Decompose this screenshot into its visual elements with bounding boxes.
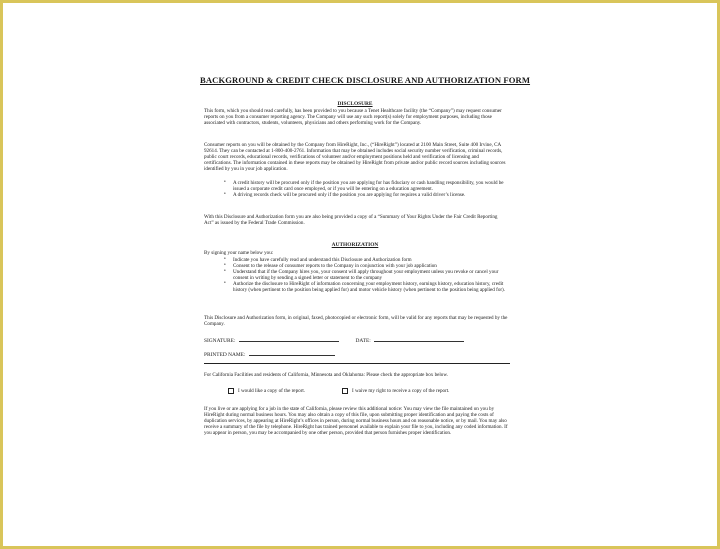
signature-field[interactable] bbox=[239, 336, 339, 342]
authorization-intro: By signing your name below you: bbox=[204, 250, 274, 256]
printed-name-row bbox=[204, 350, 335, 358]
waive-copy-checkbox[interactable] bbox=[342, 388, 348, 394]
authorization-bullet-consent: • Consent to the release of consumer reports to the Company in conjunction with your job application bbox=[224, 263, 508, 269]
document-page bbox=[200, 70, 531, 510]
authorization-bullet-list bbox=[224, 257, 508, 294]
printed-name-label: PRINTED NAME: bbox=[204, 352, 246, 358]
authorization-bullet-authorize: • Authorize the disclosure to HireRight of information concerning your employment history, earnings history, education history, credit history (when pertinent to the position being applied for) and motor vehicle history (when pertinent to the position being applied for). bbox=[224, 281, 508, 293]
authorization-heading: AUTHORIZATION bbox=[331, 242, 379, 248]
disclosure-paragraph-1: This form, which you should read carefully, has been provided to you because a Tenet Healthcare facility (the “Company”) may request consumer reports on you from a consumer reporting agency. The Company will use any such report(s) solely for employment purposes, including those associated with contractors, students, volunteers, physicians and others performing work for the Company. bbox=[204, 108, 502, 127]
signature-label: SIGNATURE: bbox=[204, 338, 236, 344]
request-copy-label: I would like a copy of the report. bbox=[238, 388, 306, 394]
frame-top-border bbox=[0, 0, 720, 3]
disclosure-bullet-driving: • A driving records check will be procured only if the position you are applying for requires a valid driver’s license. bbox=[224, 192, 508, 198]
copy-preference-row bbox=[228, 388, 508, 398]
authorization-bullet-read: • Indicate you have carefully read and understand this Disclosure and Authorization form bbox=[224, 257, 508, 263]
authorization-bullet-understand: • Understand that if the Company hires you, your consent will apply throughout your employment unless you revoke or cancel your consent in writing by sending a signed letter or statement to the company bbox=[224, 269, 508, 281]
california-intro: For California Facilities and residents of California, Minnesota and Oklahoma: Please check the appropriate box below. bbox=[204, 372, 448, 378]
frame-left-border bbox=[0, 0, 3, 549]
disclosure-paragraph-2: Consumer reports on you will be obtained by the Company from HireRight, Inc., (“HireRight”) located at 2100 Main Street, Suite 400 Irvine, CA 92614. They can be contacted at 1-800-400-2761. Information that may be obtained includes social security number verification, criminal records, public court records, educational records, verifications of volunteer and/or employment positions held and verification of licensing and certifications. The information contained in these reports may be obtained by HireRight from private and/or public record sources including sources identified by you in your job application. bbox=[204, 142, 506, 173]
california-notice: If you live or are applying for a job in the state of California, please review this additional notice: You may view the file maintained on you by HireRight during normal business hours. You may also obtain a copy of this file, upon submitting proper identification and paying the costs of duplication services, by appearing at HireRight’s offices in person, during normal business hours and on reasonable notice, or by mail. You may also receive a summary of the file by telephone. HireRight has trained personnel available to explain your file to you, including any coded information. If you appear in person, you may be accompanied by one other person, provided that person furnishes proper identification. bbox=[204, 406, 508, 437]
disclosure-bullet-credit: • A credit history will be procured only if the position you are applying for has fiduciary or cash handling responsibility, you would be issued a corporate credit card once employed, or if you will be entering on a education agreement. bbox=[224, 180, 508, 192]
waive-copy-label: I waive my right to receive a copy of the report. bbox=[352, 388, 450, 394]
signature-row bbox=[204, 336, 464, 344]
disclosure-bullet-list bbox=[224, 180, 508, 198]
printed-name-field[interactable] bbox=[249, 350, 335, 356]
authorization-validity: This Disclosure and Authorization form, in original, faxed, photocopied or electronic form, will be valid for any reports that may be requested by the Company. bbox=[204, 315, 508, 328]
section-divider bbox=[204, 363, 510, 364]
document-title: BACKGROUND & CREDIT CHECK DISCLOSURE AND AUTHORIZATION FORM bbox=[200, 75, 531, 85]
request-copy-checkbox[interactable] bbox=[228, 388, 234, 394]
date-label: DATE: bbox=[355, 338, 371, 344]
disclosure-paragraph-3: With this Disclosure and Authorization form you are also being provided a copy of a “Summary of Your Rights Under the Fair Credit Reporting Act” as issued by the Federal Trade Commission. bbox=[204, 214, 498, 227]
date-field[interactable] bbox=[374, 336, 464, 342]
disclosure-heading: DISCLOSURE bbox=[337, 101, 373, 107]
